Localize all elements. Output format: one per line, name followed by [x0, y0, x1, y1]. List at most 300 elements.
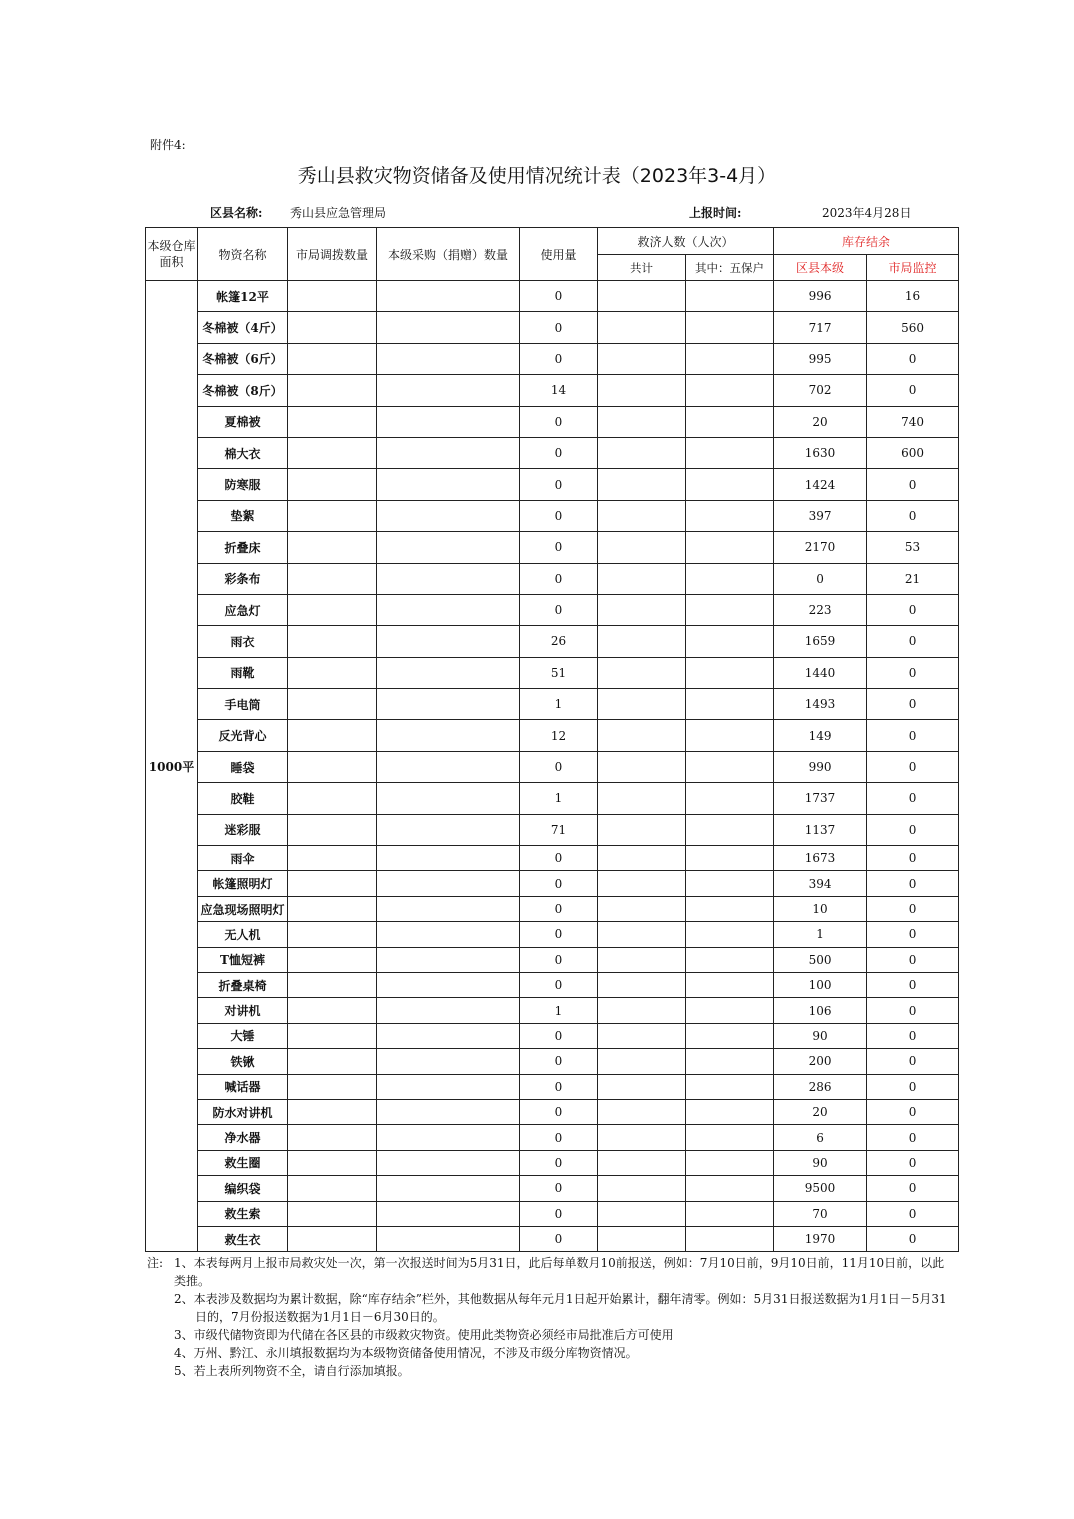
- item-name-cell: 帐篷照明灯: [198, 871, 288, 896]
- relief-wubao-cell: [686, 375, 774, 406]
- table-row: [146, 1150, 959, 1175]
- table-row: [146, 846, 959, 871]
- item-name-cell: T恤短裤: [198, 947, 288, 972]
- usage-cell: 0: [520, 1074, 598, 1099]
- city-allocation-cell: [288, 343, 377, 374]
- stock-city-cell: 560: [867, 312, 959, 343]
- stock-local-cell: 500: [774, 947, 867, 972]
- note-item: 2、本表涉及数据均为累计数据，除“库存结余”栏外，其他数据从每年元月1日起开始累计，翻年清零。例如：5月31日报送数据为1月1日－5月31日的，7月份报送数据为1月1日－6月30日的。: [174, 1292, 947, 1324]
- relief-wubao-cell: [686, 281, 774, 312]
- local-purchase-cell: [377, 532, 520, 563]
- city-allocation-cell: [288, 1226, 377, 1251]
- relief-total-cell: [598, 1201, 686, 1226]
- table-row: [146, 406, 959, 437]
- item-name-cell: 反光背心: [198, 720, 288, 751]
- city-allocation-cell: [288, 1125, 377, 1150]
- local-purchase-cell: [377, 1049, 520, 1074]
- stock-city-cell: 21: [867, 563, 959, 594]
- usage-cell: 0: [520, 469, 598, 500]
- header-relief-count: 救济人数（人次）: [598, 228, 774, 255]
- item-name-cell: 铁锹: [198, 1049, 288, 1074]
- relief-total-cell: [598, 1150, 686, 1175]
- usage-cell: 51: [520, 657, 598, 688]
- item-name-cell: 救生索: [198, 1201, 288, 1226]
- city-allocation-cell: [288, 532, 377, 563]
- local-purchase-cell: [377, 1226, 520, 1251]
- local-purchase-cell: [377, 437, 520, 468]
- stock-local-cell: 1424: [774, 469, 867, 500]
- notes-label: 注:: [147, 1256, 164, 1270]
- item-name-cell: 冬棉被（6斤）: [198, 343, 288, 374]
- usage-cell: 0: [520, 594, 598, 625]
- usage-cell: 1: [520, 689, 598, 720]
- table-row: [146, 563, 959, 594]
- table-row: [146, 1125, 959, 1150]
- relief-total-cell: [598, 1226, 686, 1251]
- local-purchase-cell: [377, 1099, 520, 1124]
- table-row: [146, 814, 959, 845]
- stock-local-cell: 149: [774, 720, 867, 751]
- local-purchase-cell: [377, 871, 520, 896]
- relief-total-cell: [598, 972, 686, 997]
- city-allocation-cell: [288, 312, 377, 343]
- stock-city-cell: 0: [867, 871, 959, 896]
- usage-cell: 71: [520, 814, 598, 845]
- city-allocation-cell: [288, 783, 377, 814]
- relief-total-cell: [598, 689, 686, 720]
- stock-local-cell: 702: [774, 375, 867, 406]
- stock-city-cell: 0: [867, 998, 959, 1023]
- header-city-allocation: 市局调拨数量: [288, 228, 377, 281]
- local-purchase-cell: [377, 563, 520, 594]
- item-name-cell: 喊话器: [198, 1074, 288, 1099]
- city-allocation-cell: [288, 972, 377, 997]
- table-row: [146, 281, 959, 312]
- relief-total-cell: [598, 814, 686, 845]
- stock-city-cell: 0: [867, 626, 959, 657]
- city-allocation-cell: [288, 281, 377, 312]
- item-name-cell: 净水器: [198, 1125, 288, 1150]
- local-purchase-cell: [377, 1176, 520, 1201]
- table-row: [146, 312, 959, 343]
- relief-wubao-cell: [686, 469, 774, 500]
- relief-total-cell: [598, 563, 686, 594]
- stock-local-cell: 10: [774, 896, 867, 921]
- relief-total-cell: [598, 343, 686, 374]
- local-purchase-cell: [377, 814, 520, 845]
- city-allocation-cell: [288, 594, 377, 625]
- table-row: [146, 594, 959, 625]
- item-name-cell: 帐篷12平: [198, 281, 288, 312]
- stock-city-cell: 0: [867, 1176, 959, 1201]
- stock-city-cell: 0: [867, 783, 959, 814]
- usage-cell: 0: [520, 532, 598, 563]
- usage-cell: 0: [520, 947, 598, 972]
- relief-wubao-cell: [686, 871, 774, 896]
- local-purchase-cell: [377, 1023, 520, 1048]
- usage-cell: 0: [520, 406, 598, 437]
- table-row: [146, 1201, 959, 1226]
- usage-cell: 0: [520, 437, 598, 468]
- header-usage: 使用量: [520, 228, 598, 281]
- local-purchase-cell: [377, 281, 520, 312]
- local-purchase-cell: [377, 406, 520, 437]
- table-row: [146, 783, 959, 814]
- item-name-cell: 夏棉被: [198, 406, 288, 437]
- relief-wubao-cell: [686, 720, 774, 751]
- relief-wubao-cell: [686, 626, 774, 657]
- relief-total-cell: [598, 720, 686, 751]
- city-allocation-cell: [288, 469, 377, 500]
- stock-city-cell: 0: [867, 1049, 959, 1074]
- relief-wubao-cell: [686, 1176, 774, 1201]
- usage-cell: 0: [520, 1125, 598, 1150]
- usage-cell: 1: [520, 998, 598, 1023]
- stock-local-cell: 1137: [774, 814, 867, 845]
- local-purchase-cell: [377, 500, 520, 531]
- relief-wubao-cell: [686, 406, 774, 437]
- header-stock-local: 区县本级: [774, 255, 867, 281]
- stock-local-cell: 90: [774, 1150, 867, 1175]
- city-allocation-cell: [288, 1201, 377, 1226]
- stock-city-cell: 0: [867, 922, 959, 947]
- item-name-cell: 冬棉被（8斤）: [198, 375, 288, 406]
- relief-total-cell: [598, 1099, 686, 1124]
- relief-total-cell: [598, 657, 686, 688]
- stock-local-cell: 90: [774, 1023, 867, 1048]
- city-allocation-cell: [288, 720, 377, 751]
- stock-local-cell: 1970: [774, 1226, 867, 1251]
- table-row: [146, 626, 959, 657]
- header-relief-total: 共计: [598, 255, 686, 281]
- stock-local-cell: 1737: [774, 783, 867, 814]
- local-purchase-cell: [377, 846, 520, 871]
- header-stock-balance: 库存结余: [774, 228, 959, 255]
- stock-city-cell: 0: [867, 972, 959, 997]
- table-row: [146, 922, 959, 947]
- local-purchase-cell: [377, 720, 520, 751]
- relief-wubao-cell: [686, 814, 774, 845]
- table-row: [146, 1023, 959, 1048]
- table-row: [146, 469, 959, 500]
- stock-city-cell: 0: [867, 343, 959, 374]
- note-text: 1、本表每两月上报市局救灾处一次，第一次报送时间为5月31日，此后每单数月10前报送，例如：7月10日前，9月10日前，11月10日前，以此类推。: [174, 1256, 945, 1288]
- notes-section: [147, 1254, 947, 1380]
- stock-local-cell: 1440: [774, 657, 867, 688]
- table-row: [146, 1049, 959, 1074]
- stock-city-cell: 740: [867, 406, 959, 437]
- usage-cell: 0: [520, 563, 598, 594]
- stock-local-cell: 990: [774, 751, 867, 782]
- local-purchase-cell: [377, 783, 520, 814]
- stock-city-cell: 16: [867, 281, 959, 312]
- relief-total-cell: [598, 437, 686, 468]
- usage-cell: 0: [520, 896, 598, 921]
- stock-city-cell: 0: [867, 846, 959, 871]
- stock-city-cell: 0: [867, 500, 959, 531]
- header-stock-city: 市局监控: [867, 255, 959, 281]
- stock-city-cell: 0: [867, 1226, 959, 1251]
- stock-city-cell: 0: [867, 720, 959, 751]
- city-allocation-cell: [288, 998, 377, 1023]
- city-allocation-cell: [288, 689, 377, 720]
- relief-total-cell: [598, 998, 686, 1023]
- table-row: [146, 751, 959, 782]
- relief-total-cell: [598, 751, 686, 782]
- local-purchase-cell: [377, 1201, 520, 1226]
- city-allocation-cell: [288, 375, 377, 406]
- city-allocation-cell: [288, 922, 377, 947]
- usage-cell: 0: [520, 281, 598, 312]
- stock-local-cell: 286: [774, 1074, 867, 1099]
- city-allocation-cell: [288, 751, 377, 782]
- relief-total-cell: [598, 469, 686, 500]
- stock-local-cell: 1630: [774, 437, 867, 468]
- header-local-purchase: 本级采购（捐赠）数量: [377, 228, 520, 281]
- usage-cell: 0: [520, 922, 598, 947]
- item-name-cell: 防寒服: [198, 469, 288, 500]
- county-label: 区县名称:: [210, 206, 263, 220]
- local-purchase-cell: [377, 343, 520, 374]
- item-name-cell: 编织袋: [198, 1176, 288, 1201]
- local-purchase-cell: [377, 1125, 520, 1150]
- page-title: 秀山县救灾物资储备及使用情况统计表（2023年3-4月）: [297, 165, 777, 187]
- item-name-cell: 雨伞: [198, 846, 288, 871]
- relief-wubao-cell: [686, 972, 774, 997]
- relief-total-cell: [598, 1074, 686, 1099]
- relief-total-cell: [598, 594, 686, 625]
- city-allocation-cell: [288, 437, 377, 468]
- city-allocation-cell: [288, 896, 377, 921]
- city-allocation-cell: [288, 406, 377, 437]
- stock-city-cell: 0: [867, 657, 959, 688]
- item-name-cell: 迷彩服: [198, 814, 288, 845]
- city-allocation-cell: [288, 500, 377, 531]
- table-row: [146, 947, 959, 972]
- relief-total-cell: [598, 922, 686, 947]
- relief-wubao-cell: [686, 563, 774, 594]
- relief-wubao-cell: [686, 1125, 774, 1150]
- table-row: [146, 532, 959, 563]
- stock-local-cell: 0: [774, 563, 867, 594]
- note-item: 3、市级代储物资即为代储在各区县的市级救灾物资。使用此类物资必须经市局批准后方可使用: [174, 1328, 674, 1342]
- stock-city-cell: 0: [867, 1074, 959, 1099]
- item-name-cell: 无人机: [198, 922, 288, 947]
- relief-total-cell: [598, 406, 686, 437]
- relief-total-cell: [598, 312, 686, 343]
- table-row: [146, 375, 959, 406]
- local-purchase-cell: [377, 469, 520, 500]
- local-purchase-cell: [377, 998, 520, 1023]
- stock-local-cell: 996: [774, 281, 867, 312]
- usage-cell: 0: [520, 972, 598, 997]
- local-purchase-cell: [377, 922, 520, 947]
- relief-wubao-cell: [686, 998, 774, 1023]
- relief-wubao-cell: [686, 1226, 774, 1251]
- item-name-cell: 大锤: [198, 1023, 288, 1048]
- relief-total-cell: [598, 1176, 686, 1201]
- relief-wubao-cell: [686, 1074, 774, 1099]
- stock-city-cell: 0: [867, 814, 959, 845]
- relief-wubao-cell: [686, 846, 774, 871]
- stock-local-cell: 1673: [774, 846, 867, 871]
- relief-total-cell: [598, 532, 686, 563]
- table-row: [146, 998, 959, 1023]
- table-row: [146, 343, 959, 374]
- relief-wubao-cell: [686, 947, 774, 972]
- stock-city-cell: 600: [867, 437, 959, 468]
- report-date-value: 2023年4月28日: [822, 206, 912, 220]
- item-name-cell: 睡袋: [198, 751, 288, 782]
- relief-wubao-cell: [686, 500, 774, 531]
- local-purchase-cell: [377, 896, 520, 921]
- usage-cell: 0: [520, 1201, 598, 1226]
- stock-local-cell: 1493: [774, 689, 867, 720]
- stock-local-cell: 20: [774, 406, 867, 437]
- stock-city-cell: 0: [867, 1201, 959, 1226]
- usage-cell: 0: [520, 312, 598, 343]
- city-allocation-cell: [288, 1049, 377, 1074]
- stock-local-cell: 394: [774, 871, 867, 896]
- table-row: [146, 1074, 959, 1099]
- note-item: 5、若上表所列物资不全，请自行添加填报。: [174, 1364, 410, 1378]
- local-purchase-cell: [377, 375, 520, 406]
- city-allocation-cell: [288, 1099, 377, 1124]
- city-allocation-cell: [288, 563, 377, 594]
- usage-cell: 0: [520, 751, 598, 782]
- local-purchase-cell: [377, 312, 520, 343]
- table-row: [146, 720, 959, 751]
- usage-cell: 0: [520, 1150, 598, 1175]
- item-name-cell: 雨靴: [198, 657, 288, 688]
- city-allocation-cell: [288, 814, 377, 845]
- attachment-label: 附件4:: [150, 138, 186, 152]
- local-purchase-cell: [377, 751, 520, 782]
- relief-wubao-cell: [686, 1023, 774, 1048]
- item-name-cell: 折叠床: [198, 532, 288, 563]
- item-name-cell: 防水对讲机: [198, 1099, 288, 1124]
- city-allocation-cell: [288, 871, 377, 896]
- stock-local-cell: 6: [774, 1125, 867, 1150]
- relief-wubao-cell: [686, 1150, 774, 1175]
- city-allocation-cell: [288, 947, 377, 972]
- local-purchase-cell: [377, 657, 520, 688]
- table-row: [146, 1099, 959, 1124]
- stock-city-cell: 0: [867, 1125, 959, 1150]
- local-purchase-cell: [377, 972, 520, 997]
- relief-wubao-cell: [686, 437, 774, 468]
- stock-city-cell: 53: [867, 532, 959, 563]
- usage-cell: 1: [520, 783, 598, 814]
- usage-cell: 0: [520, 343, 598, 374]
- stock-local-cell: 995: [774, 343, 867, 374]
- stock-city-cell: 0: [867, 469, 959, 500]
- table-row: [146, 500, 959, 531]
- usage-cell: 12: [520, 720, 598, 751]
- report-date-label: 上报时间:: [689, 206, 742, 220]
- stock-city-cell: 0: [867, 1099, 959, 1124]
- relief-total-cell: [598, 846, 686, 871]
- stock-city-cell: 0: [867, 1023, 959, 1048]
- relief-total-cell: [598, 281, 686, 312]
- local-purchase-cell: [377, 1074, 520, 1099]
- stock-local-cell: 70: [774, 1201, 867, 1226]
- table-row: [146, 657, 959, 688]
- usage-cell: 0: [520, 1023, 598, 1048]
- item-name-cell: 折叠桌椅: [198, 972, 288, 997]
- relief-wubao-cell: [686, 343, 774, 374]
- item-name-cell: 对讲机: [198, 998, 288, 1023]
- local-purchase-cell: [377, 947, 520, 972]
- stock-city-cell: 0: [867, 375, 959, 406]
- stock-city-cell: 0: [867, 896, 959, 921]
- table-row: [146, 689, 959, 720]
- relief-wubao-cell: [686, 751, 774, 782]
- table-row: [146, 871, 959, 896]
- relief-wubao-cell: [686, 312, 774, 343]
- item-name-cell: 雨衣: [198, 626, 288, 657]
- header-item-name: 物资名称: [198, 228, 288, 281]
- stock-local-cell: 2170: [774, 532, 867, 563]
- relief-wubao-cell: [686, 1201, 774, 1226]
- item-name-cell: 救生圈: [198, 1150, 288, 1175]
- table-row: [146, 896, 959, 921]
- relief-total-cell: [598, 1049, 686, 1074]
- stock-city-cell: 0: [867, 594, 959, 625]
- stock-local-cell: 106: [774, 998, 867, 1023]
- local-purchase-cell: [377, 626, 520, 657]
- relief-wubao-cell: [686, 689, 774, 720]
- stock-local-cell: 1659: [774, 626, 867, 657]
- local-purchase-cell: [377, 1150, 520, 1175]
- county-value: 秀山县应急管理局: [290, 206, 387, 220]
- usage-cell: 0: [520, 871, 598, 896]
- relief-wubao-cell: [686, 532, 774, 563]
- relief-total-cell: [598, 626, 686, 657]
- item-name-cell: 手电筒: [198, 689, 288, 720]
- item-name-cell: 冬棉被（4斤）: [198, 312, 288, 343]
- stock-city-cell: 0: [867, 1150, 959, 1175]
- usage-cell: 26: [520, 626, 598, 657]
- stock-local-cell: 223: [774, 594, 867, 625]
- local-purchase-cell: [377, 689, 520, 720]
- city-allocation-cell: [288, 1150, 377, 1175]
- city-allocation-cell: [288, 1074, 377, 1099]
- city-allocation-cell: [288, 626, 377, 657]
- usage-cell: 0: [520, 1099, 598, 1124]
- item-name-cell: 救生衣: [198, 1226, 288, 1251]
- relief-wubao-cell: [686, 594, 774, 625]
- relief-wubao-cell: [686, 922, 774, 947]
- stock-local-cell: 200: [774, 1049, 867, 1074]
- relief-wubao-cell: [686, 783, 774, 814]
- usage-cell: 0: [520, 1049, 598, 1074]
- relief-supplies-table: [145, 227, 959, 1252]
- table-row: [146, 972, 959, 997]
- stock-local-cell: 717: [774, 312, 867, 343]
- stock-local-cell: 9500: [774, 1176, 867, 1201]
- table-row: [146, 437, 959, 468]
- item-name-cell: 彩条布: [198, 563, 288, 594]
- relief-total-cell: [598, 1125, 686, 1150]
- table-row: [146, 1176, 959, 1201]
- city-allocation-cell: [288, 657, 377, 688]
- relief-total-cell: [598, 896, 686, 921]
- relief-wubao-cell: [686, 657, 774, 688]
- header-warehouse-area: 本级仓库面积: [146, 228, 198, 281]
- usage-cell: 0: [520, 1226, 598, 1251]
- relief-wubao-cell: [686, 896, 774, 921]
